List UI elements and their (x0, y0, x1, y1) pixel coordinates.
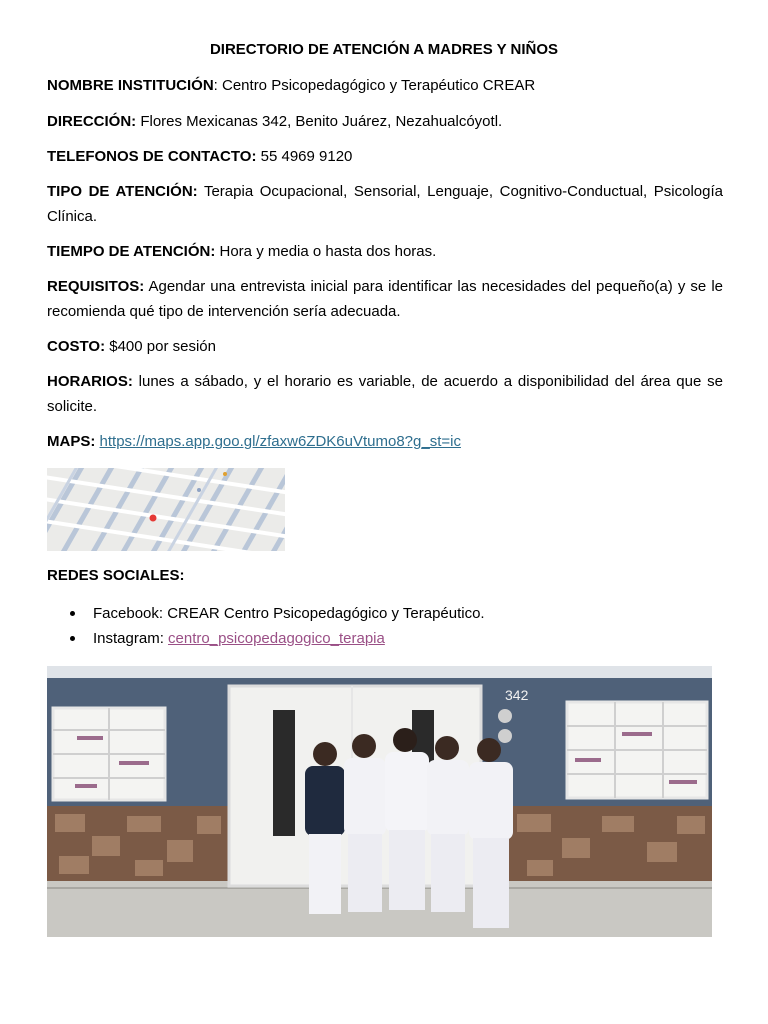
field-label: DIRECCIÓN: (47, 113, 137, 130)
facebook-text: Facebook: CREAR Centro Psicopedagógico y Terapéutico. (93, 605, 485, 622)
field-tiempo (47, 240, 723, 265)
field-value: Terapia Ocupacional, Sensorial, Lenguaje, Cognitivo-Conductual, Psicología Clínica. (47, 183, 723, 225)
field-value: Hora y media o hasta dos horas. (215, 243, 437, 260)
redes-heading-text: REDES SOCIALES: (47, 567, 185, 584)
field-label: TIEMPO DE ATENCIÓN: (47, 243, 216, 260)
building-photo (47, 666, 712, 937)
field-requisitos (47, 275, 723, 324)
field-label: MAPS: (47, 433, 96, 450)
field-horarios (47, 370, 723, 419)
field-label: COSTO: (47, 338, 106, 355)
field-tipo (47, 180, 723, 229)
field-value: Flores Mexicanas 342, Benito Juárez, Nezahualcóyotl. (136, 113, 503, 130)
bullet-icon (70, 611, 75, 616)
field-value: : Centro Psicopedagógico y Terapéutico CREAR (213, 77, 536, 94)
map-thumbnail[interactable] (47, 468, 285, 551)
street-map-image (47, 468, 285, 551)
list-item-instagram (70, 626, 485, 651)
field-label: TIPO DE ATENCIÓN: (47, 183, 198, 200)
field-value: $400 por sesión (105, 338, 216, 355)
field-costo (47, 335, 723, 360)
redes-heading (47, 564, 723, 589)
map-pin-icon (150, 515, 157, 522)
staff-group (305, 728, 513, 928)
field-value: lunes a sábado, y el horario es variable, de acuerdo a disponibilidad del área que se solicite. (47, 373, 723, 415)
field-telefonos (47, 145, 723, 170)
field-nombre (47, 74, 723, 99)
social-list (70, 601, 485, 651)
list-item-facebook (70, 601, 485, 626)
field-value: Agendar una entrevista inicial para identificar las necesidades del pequeño(a) y se le recomienda qué tipo de intervención sería adecuada. (47, 278, 723, 320)
instagram-label: Instagram: (93, 630, 169, 647)
field-label: HORARIOS: (47, 373, 133, 390)
staff-photo-image (47, 666, 712, 937)
maps-link[interactable]: https://maps.app.goo.gl/zfaxw6ZDK6uVtumo8?g_st=ic (99, 433, 461, 450)
field-label: TELEFONOS DE CONTACTO: (47, 148, 257, 165)
field-label: NOMBRE INSTITUCIÓN (47, 77, 214, 94)
field-label: REQUISITOS: (47, 278, 145, 295)
instagram-link[interactable]: centro_psicopedagogico_terapia (168, 630, 385, 647)
field-direccion (47, 110, 723, 135)
document-title: DIRECTORIO DE ATENCIÓN A MADRES Y NIÑOS (209, 41, 559, 58)
field-value: 55 4969 9120 (256, 148, 353, 165)
field-maps (47, 430, 723, 455)
house-number: 342 (505, 687, 529, 703)
bullet-icon (70, 636, 75, 641)
